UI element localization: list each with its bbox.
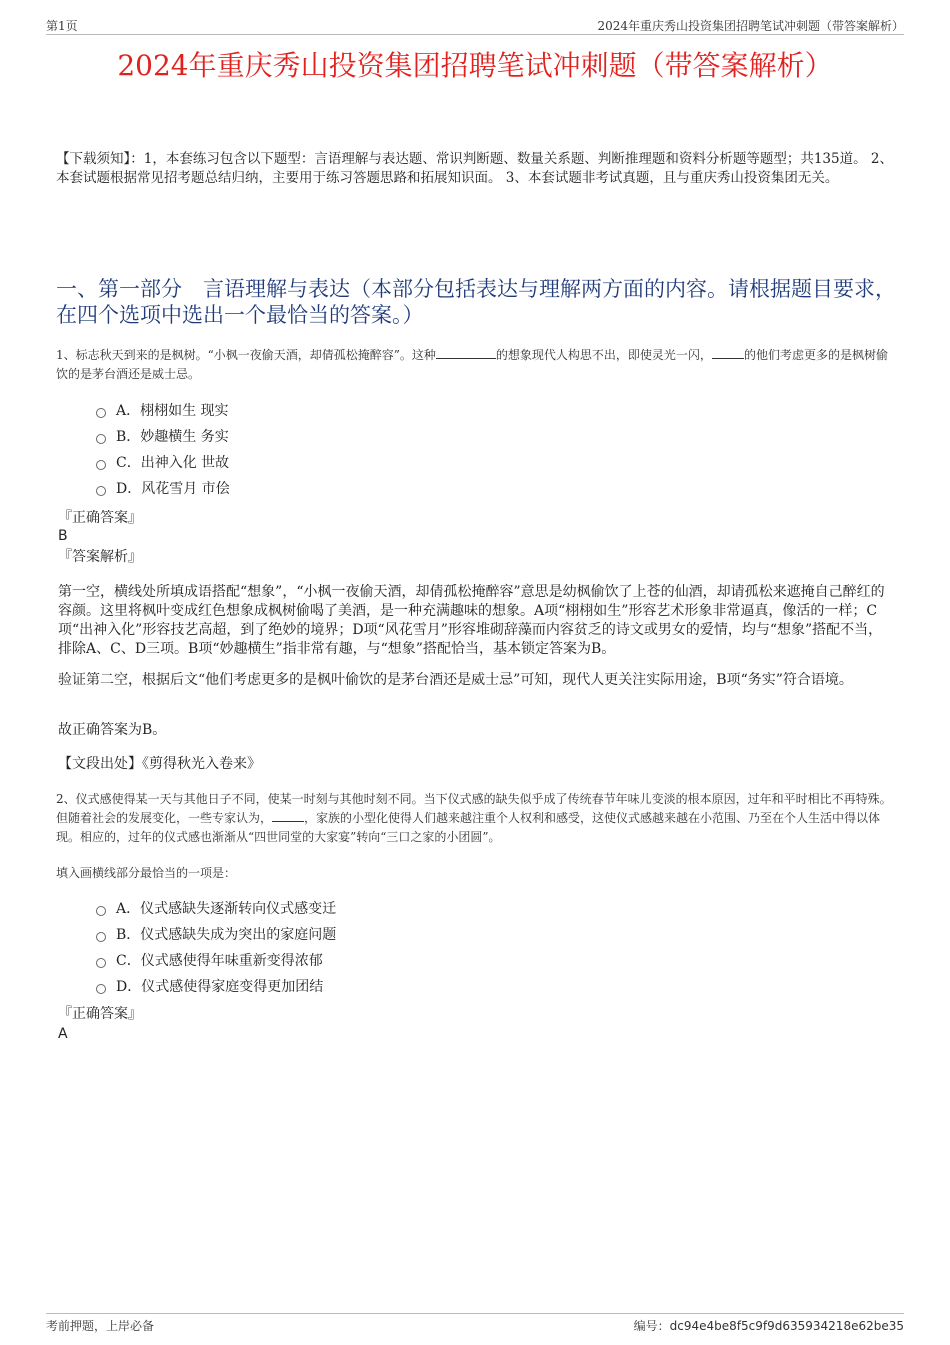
q1-analysis-1: 第一空，横线处所填成语搭配“想象”，“小枫一夜偷天酒，却倩孤松掩醉容”意思是幼枫偷饮了上苍的仙酒，却请孤松来遮掩自己醉红的容颜。这里将枫叶变成红色想象成枫树偷喝了美酒，是一种充满趣味的想象。A项“栩栩如生”形容艺术形象非常逼真，像活的一样；C项“出神入化”形容技艺高超，到了绝妙的境界；D项“风花雪月”形容堆砌辞藻而内容贫乏的诗文或男女的爱情，均与“想象”搭配不当，排除A、C、D三项。B项“妙趣横生”指非常有趣，与“想象”搭配恰当，基本锁定答案为B。	[58, 584, 885, 657]
q2-answer-label: 『正确答案』	[58, 1006, 142, 1022]
q1-analysis-3: 故正确答案为B。	[58, 722, 167, 738]
document-title: 2024年重庆秀山投资集团招聘笔试冲刺题（带答案解析）	[117, 49, 833, 82]
q2-blank	[272, 809, 304, 822]
q1-option-c[interactable]: C．出神入化 世故	[96, 450, 230, 476]
q1-option-d[interactable]: D．风花雪月 市侩	[96, 476, 230, 502]
page-header	[46, 14, 904, 35]
question-1-stem	[56, 346, 898, 384]
radio-icon[interactable]	[96, 906, 106, 916]
question-2-stem	[56, 790, 898, 847]
radio-icon[interactable]	[96, 460, 106, 470]
q2-option-b[interactable]: B．仪式感缺失成为突出的家庭问题	[96, 922, 336, 948]
q1-analysis-label: 『答案解析』	[58, 549, 142, 565]
q2-prompt: 填入画横线部分最恰当的一项是：	[56, 866, 237, 880]
q1-source: 【文段出处】《剪得秋光入卷来》	[58, 756, 261, 772]
q1-blank-2	[712, 346, 744, 359]
question-2-options	[96, 896, 336, 1000]
radio-icon[interactable]	[96, 408, 106, 418]
q1-blank-1	[436, 346, 496, 359]
q1-text-a: 1、标志秋天到来的是枫树。“小枫一夜偷天酒，却倩孤松掩醉容”。这种	[56, 348, 436, 362]
section-title: 一、第一部分 言语理解与表达（本部分包括表达与理解两方面的内容。请根据题目要求，在四个选项中选出一个最恰当的答案。）	[56, 277, 896, 327]
q1-option-b[interactable]: B．妙趣横生 务实	[96, 424, 230, 450]
page-footer	[46, 1313, 904, 1334]
radio-icon[interactable]	[96, 434, 106, 444]
q1-answer-label: 『正确答案』	[58, 510, 142, 526]
q2-option-d[interactable]: D．仪式感使得家庭变得更加团结	[96, 974, 336, 1000]
page-number: 第1页	[46, 19, 78, 33]
q2-answer: A	[58, 1026, 68, 1042]
q2-text-a: 2、仪式感使得某一天与其他日子不同，使某一时刻与其他时刻不同。当下仪式感的缺失似乎成了传统春节年味儿变淡的根本原因，过年和平时相比不再特殊。但随着社会的发展变化，一些专家认为，	[56, 792, 892, 825]
radio-icon[interactable]	[96, 932, 106, 942]
q1-text-b: 的想象现代人构思不出，即使灵光一闪，	[495, 348, 712, 362]
radio-icon[interactable]	[96, 958, 106, 968]
footer-slogan: 考前押题，上岸必备	[46, 1319, 155, 1333]
radio-icon[interactable]	[96, 486, 106, 496]
q2-text-b: ，家族的小型化使得人们越来越注重个人权利和感受，这使仪式感越来越在小范围、乃至在个人生活中得以体现。相应的，过年的仪式感也渐渐从“四世同堂的大家宴”转向“三口之家的小团圆”。	[56, 811, 881, 844]
q1-answer: B	[58, 528, 68, 544]
radio-icon[interactable]	[96, 984, 106, 994]
q1-analysis-2: 验证第二空，根据后文“他们考虑更多的是枫叶偷饮的是茅台酒还是威士忌”可知，现代人更关注实际用途，B项“务实”符合语境。	[58, 672, 853, 688]
q2-option-a[interactable]: A．仪式感缺失逐渐转向仪式感变迁	[96, 896, 336, 922]
q2-option-c[interactable]: C．仪式感使得年味重新变得浓郁	[96, 948, 336, 974]
header-doc-title: 2024年重庆秀山投资集团招聘笔试冲刺题（带答案解析）	[597, 19, 904, 33]
question-1-options	[96, 398, 230, 502]
q1-option-a[interactable]: A．栩栩如生 现实	[96, 398, 230, 424]
q1-text-c: 的他们考虑更多的是枫树偷饮的是茅台酒还是威士忌。	[56, 348, 888, 381]
download-notice: 【下载须知】：1，本套练习包含以下题型：言语理解与表达题、常识判断题、数量关系题、判断推理题和资料分析题等题型；共135道。 2、本套试题根据常见招考题总结归纳，主要用于练习答题思路和拓展知识面。 3、本套试题非考试真题，且与重庆秀山投资集团无关。	[56, 151, 893, 186]
footer-code: 编号：dc94e4be8f5c9f9d635934218e62be35	[633, 1319, 904, 1333]
